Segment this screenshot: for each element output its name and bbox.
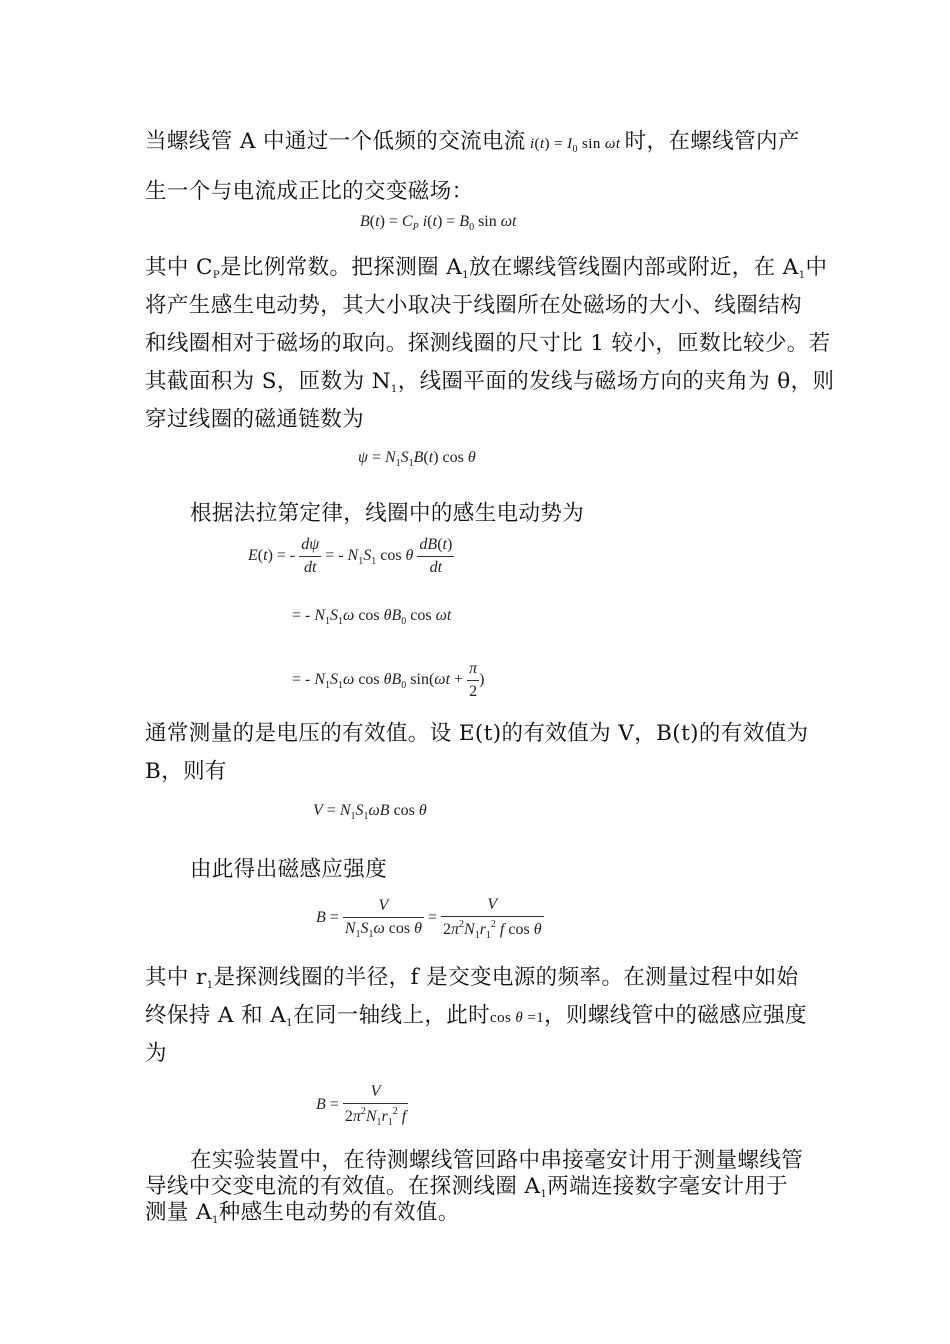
text-line-12: 其中 $r_1$是探测线圈的半径，f 是交变电源的频率。在测量过程中如始 (145, 965, 799, 991)
current-formula: $i(t) = I_0$ sin ωt (529, 136, 621, 155)
equation-magnetic-field: $B(t) = C_P$ $i(t) = B_0$ sin ωt (360, 213, 517, 233)
text-line-11: 由此得出磁感应强度 (190, 857, 388, 882)
text-line-6: 其截面积为 S，匝数为 $N_1$，线圈平面的发线与磁场方向的夹角为 θ，则 (145, 369, 835, 395)
equation-emf-3: = - $N_1S_1\omega$ $\cos \theta B_0$ sin(ωt + $\frac{\pi}{2}$ ) (292, 660, 485, 700)
text-line-15: 在实验装置中，在待测螺线管回路中串接毫安计用于测量螺线管 (190, 1148, 804, 1173)
text-line-16: 导线中交变电流的有效值。在探测线圈 $A_1$两端连接数字毫安计用于 (145, 1174, 789, 1200)
cos-theta-condition: cos θ =1 (490, 1010, 545, 1026)
text-line-1: 当螺线管 A 中通过一个低频的交流电流 $i(t) = I_0$ sin ωt 时，在螺线管内产 (145, 129, 800, 155)
text-line-5: 和线圈相对于磁场的取向。探测线圈的尺寸比 1 较小，匝数比较少。若 (145, 331, 831, 356)
text-line-7: 穿过线圈的磁通链数为 (145, 407, 365, 432)
text-line-14: 为 (145, 1041, 167, 1066)
equation-emf-2: = - $N_1S_1\omega$ $\cos \theta B_0$ cos ωt (292, 607, 452, 627)
text-line-8: 根据法拉第定律，线圈中的感生电动势为 (190, 501, 585, 526)
text-line-4: 将产生感生电动势，其大小取决于线圈所在处磁场的大小、线圈结构 (145, 293, 803, 318)
equation-voltage: $V = N_1S_1\omega B$ cos θ (313, 802, 427, 822)
text-line-13: 终保持 A 和 $A_1$在同一轴线上，此时cos θ =1，则螺线管中的磁感应强度 (145, 1003, 807, 1029)
equation-b-field-1: B = $\frac{V}{N_1S_1\omega \cos \theta}$ = $\frac{V}{2\pi^2N_1r_1^2 f \cos \theta}$ (316, 896, 542, 941)
text-line-3: 其中 $C_P$是比例常数。把探测圈 $A_1$放在螺线管线圈内部或附近，在 $A_1$中 (145, 255, 828, 281)
text-line-9: 通常测量的是电压的有效值。设 E(t)的有效值为 V，B(t)的有效值为 (145, 721, 809, 746)
equation-emf-1: E(t) = - $\frac{d\psi}{dt}$ = - $N_1S_1$ cos θ $\frac{dB(t)}{dt}$ (248, 536, 453, 576)
text-line-17: 测量 $A_1$种感生电动势的有效值。 (145, 1200, 460, 1226)
equation-b-field-2: B = $\frac{V}{2\pi^2N_1r_1^2 f}$ (316, 1083, 407, 1128)
text-line-10: B，则有 (145, 759, 227, 784)
equation-flux-linkage: $\psi = N_1S_1B(t)$ cos θ (358, 449, 476, 469)
text-line-2: 生一个与电流成正比的交变磁场： (145, 179, 474, 204)
